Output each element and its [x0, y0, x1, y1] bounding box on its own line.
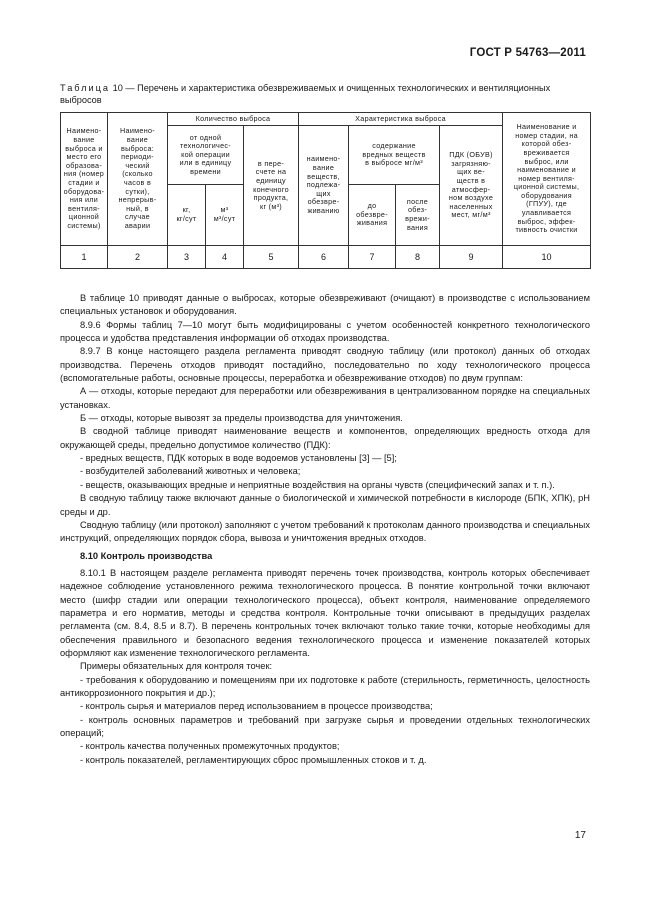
group-header-quantity: Количество выброса — [168, 113, 299, 126]
paragraph: 8.9.6 Формы таблиц 7—10 могут быть модифицированы с учетом особенностей конкретного технологического процесса и удобства представления информации об отходах производства. — [60, 319, 590, 344]
list-item: - контроль основных параметров и требований при загрузке сырья и проведении отдельных технологических операций; — [60, 714, 590, 738]
col-header-pdk: ПДК (ОБУВ) загрязняю- щих ве- ществ в атмосфер- ном воздухе населенных мест, мг/м³ — [440, 126, 503, 246]
paragraph: Примеры обязательных для контроля точек: — [80, 661, 273, 672]
col-header-substance-names: наимено- вание веществ, подлежа- щих обезвре- живанию — [299, 126, 349, 246]
col-header-per-unit: в пере- счете на единицу конечного продукта, кг (м³) — [244, 126, 299, 246]
paragraph: В таблице 10 приводят данные о выбросах, которые обезвреживают (очищают) в производстве с использованием специальных установок и оборудования. — [60, 293, 590, 317]
table-caption-text: 10 — Перечень и характеристика обезвреживаемых и очищенных технологических и вентиляционных выбросов — [60, 83, 551, 105]
paragraph: 8.10.1 В настоящем разделе регламента приводят перечень точек производства, контроль которых обеспечивает надежное соблюдение установленного режима технологического процесса. В понятие контрольной точки включают место (шифр стадии или операции технологического процесса), объект контроля, наименование определяемого параметра и его норматив, методы и средства контроля. Контрольные точки описывают в предыдущих разделах регламента (см. 8.4, 8.5 и 8.7). В перечень контрольных точек включают только такие точки, которые необходимы для обеспечения правильного и безопасного ведения технологического процесса и изменение показателей которых оформляют как изменение технологического регламента. — [60, 567, 590, 658]
table-caption-label: Таблица — [60, 83, 111, 93]
col-header-per-operation: от одной технологичес- кой операции или в единицу времени — [168, 126, 244, 185]
paragraph: Б — отходы, которые вывозят за пределы производства для уничтожения. — [80, 413, 403, 424]
list-item: - вредных веществ, ПДК которых в воде водоемов установлены [3] — [5]; — [80, 453, 397, 464]
section-heading: 8.10 Контроль производства — [80, 550, 213, 561]
list-item: - требования к оборудованию и помещениям при их подготовке к работе (стерильность, герметичность, целостность антикоррозионного покрытия и др.); — [60, 674, 590, 698]
col-header-kg: кг, кг/сут — [168, 185, 206, 246]
list-item: - веществ, оказывающих вредные и неприятные воздействия на органы чувств (специфический запах и т. п.). — [80, 479, 555, 490]
list-item: - возбудителей заболеваний животных и человека; — [80, 466, 301, 477]
paragraph: Сводную таблицу (или протокол) заполняют с учетом требований к протоколам данного производства и специальных инструкций, определяющих порядок сбора, вывоза и уничтожения вредных отходов. — [60, 519, 590, 544]
list-item: - контроль качества полученных промежуточных продуктов; — [80, 741, 340, 752]
paragraph: А — отходы, которые передают для переработки или обезвреживания в централизованном порядке на специальных установках. — [60, 386, 590, 410]
document-id: ГОСТ Р 54763—2011 — [469, 47, 586, 59]
paragraph: 8.9.7 В конце настоящего раздела регламента приводят сводную таблицу (или протокол) данных об отходах производства. Перечень отходов приводят постадийно, последовательно по ходу технологического процесса (вспомогательные работы, основные процессы, переработка и обезвреживание отходов) по двум группам: — [60, 346, 590, 384]
col-number: 5 — [244, 246, 299, 269]
col-header-emission-name: Наимено- вание выброса и место его образова- ния (номер стадии и оборудова- ния или вентиля- ционной системы) — [61, 113, 108, 246]
col-header-m3: м³ м³/сут — [206, 185, 244, 246]
col-number: 3 — [168, 246, 206, 269]
col-header-neutralization-stage: Наименование и номер стадии, на которой обез- вреживается выброс, или наименование и номер вентиля- ционной системы, оборудования (ГПУУ), где улавливается выброс, эффек- тивность очистки — [503, 113, 591, 246]
col-number: 4 — [206, 246, 244, 269]
col-number: 1 — [61, 246, 108, 269]
emissions-table — [60, 112, 591, 269]
group-header-characteristics: Характеристика выброса — [299, 113, 503, 126]
paragraph: В сводной таблице приводят наименование веществ и компонентов, определяющих вредность отхода для окружающей среды, предельно допустимое количество (ПДК): — [60, 426, 590, 450]
page-number: 17 — [574, 830, 586, 841]
col-number: 8 — [396, 246, 440, 269]
col-number: 2 — [108, 246, 168, 269]
col-header-content: содержание вредных веществ в выбросе мг/м³ — [349, 126, 440, 185]
col-number: 6 — [299, 246, 349, 269]
col-number: 9 — [440, 246, 503, 269]
col-number: 10 — [503, 246, 591, 269]
col-header-after: после обез- врежи- вания — [396, 185, 440, 246]
list-item: - контроль показателей, регламентирующих сброс промышленных стоков и т. д. — [80, 754, 427, 765]
col-header-emission-type: Наимено- вание выброса: периоди- ческий (сколько часов в сутки), непрерыв- ный, в случае аварии — [108, 113, 168, 246]
list-item: - контроль сырья и материалов перед использованием в процессе производства; — [80, 701, 433, 712]
paragraph: В сводную таблицу также включают данные о биологической и химической потребности в кислороде (БПК, ХПК), pH среды и др. — [60, 493, 590, 517]
col-number: 7 — [349, 246, 396, 269]
col-header-before: до обезвре- живания — [349, 185, 396, 246]
table-caption — [60, 82, 590, 106]
body-text — [60, 292, 590, 767]
